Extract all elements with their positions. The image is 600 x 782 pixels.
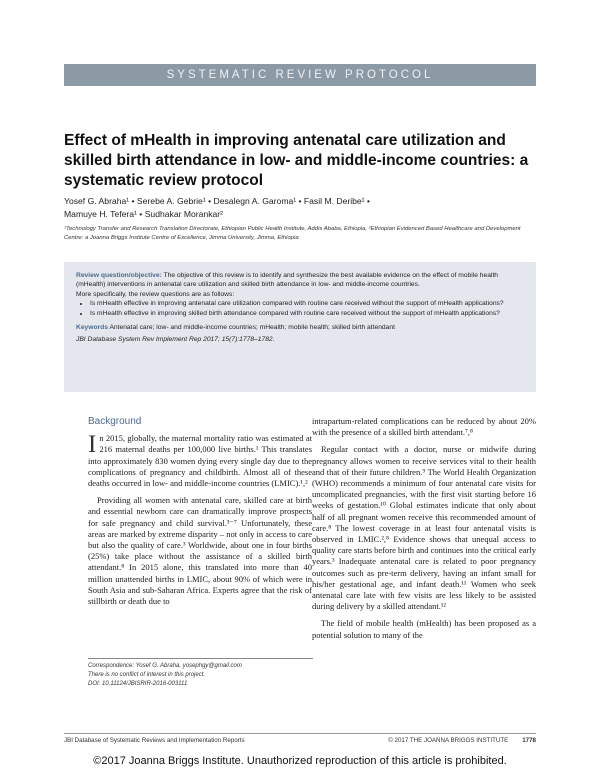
paragraph: intrapartum-related complications can be reduced by about 20% with the presence of a skilled birth attendant.⁷,⁸ xyxy=(312,416,536,438)
article-title: Effect of mHealth in improving antenatal care utilization and skilled birth attendance in low- and middle-income countries: a systematic review protocol xyxy=(64,132,529,189)
keywords xyxy=(76,323,524,332)
list-item: • Is mHealth effective in improving antenatal care utilization compared with routine care received without the support of mHealth applications? xyxy=(90,299,524,308)
abstract-box xyxy=(64,262,536,392)
copyright-notice: ©2017 Joanna Briggs Institute. Unauthorized reproduction of this article is prohibited. xyxy=(93,755,507,767)
author-line-2: Mamuye H. Tefera¹ • Sudhakar Morankar² xyxy=(64,209,224,219)
review-question-label: Review question/objective: xyxy=(76,272,162,279)
author-list xyxy=(64,195,534,221)
review-question-text: The objective of this review is to identify and synthesize the best available evidence on the effect of mobile health (mHealth) interventions in antenatal care utilization and skilled birth attendance in low- and middle-income countries. xyxy=(76,272,499,289)
paragraph: Regular contact with a doctor, nurse or midwife during pregnancy allows women to receive services vital to their health and that of their future children.⁹ The World Health Organization (WHO) recommends a minimum of four antenatal care visits for uncomplicated pregnancies, with the first visit starting before 16 weeks of gestation.¹⁰ Global estimates indicate that only about half of all pregnant women receive this recommended amount of care.⁸ The lowest coverage in at least four antenatal visits is observed in LMIC.²,⁸ Evidence shows that unequal access to quality care starts before birth and continues into the critical early years.³ Inadequate antenatal care is related to poor pregnancy outcomes such as pre-term delivery, having an infant small for his/her gestational age, and infant death.¹¹ Women who seek antenatal care late with few visits are less likely to be assisted during delivery by a skilled attendant.¹² xyxy=(312,444,536,612)
list-item: • Is mHealth effective in improving skilled birth attendance compared with routine care received without the support of mHealth applications? xyxy=(90,309,524,318)
conflict-note: There is no conflict of interest in this project. xyxy=(88,672,206,679)
more-specifically: More specifically, the review questions are as follows: xyxy=(76,290,235,298)
review-question xyxy=(76,271,524,290)
paragraph xyxy=(88,433,312,489)
citation: JBI Database System Rev Implement Rep 2017; 15(7):1778–1782. xyxy=(76,336,275,344)
paragraph: The field of mobile health (mHealth) has been proposed as a potential solution to many of the xyxy=(312,618,536,640)
keywords-label: Keywords xyxy=(76,324,108,332)
section-banner: SYSTEMATIC REVIEW PROTOCOL xyxy=(64,64,536,86)
page-number: 1778 xyxy=(522,737,536,744)
footer-rule xyxy=(64,733,536,734)
drop-cap: I xyxy=(88,431,97,459)
right-column xyxy=(312,416,536,647)
correspondence-note: Correspondence: Yosef G. Abraha, yosephgy@gmail.com xyxy=(88,663,242,669)
paragraph: Providing all women with antenatal care, skilled care at birth and essential newborn care can dramatically improve prospects for safe pregnancy and child survival.³⁻⁷ Unfortunately, these areas are marked by extreme disparity – not only in access to care but also the quality of care.³ Worldwide, about one in four births (25%) take place without the assistance of a skilled birth attendant.⁸ In 2015 alone, this translated into more than 40 million unattended births in LMIC, about 90% of which were in South Asia and sub-Saharan Africa. Experts agree that the risk of stillbirth or death due to xyxy=(88,495,312,607)
paragraph-text: n 2015, globally, the maternal mortality ratio was estimated at 216 maternal deaths per 100,000 live births.¹ This translates into approximately 830 women dying every single day due to the complications of pregnancy and childbirth. Almost all of these deaths occurred in low- and middle-income countries (LMIC).¹,² xyxy=(88,433,312,489)
footnotes xyxy=(88,658,313,690)
footer-journal: JBI Database of Systematic Reviews and Implementation Reports xyxy=(64,737,245,744)
footer-right xyxy=(388,737,536,744)
author-line-1: Yosef G. Abraha¹ • Serebe A. Gebrie¹ • Desalegn A. Garoma¹ • Fasil M. Deribe¹ • xyxy=(64,196,370,206)
left-column xyxy=(88,416,312,613)
affiliations: ¹Technology Transfer and Research Translation Directorate, Ethiopian Public Health Institute, Addis Ababa, Ethiopia, ²Ethiopian Evidenced Based Healthcare and Development Centre: a Joanna Briggs Institute Centre of Excellence, Jimma University, Jimma, Ethiopia xyxy=(64,226,521,241)
background-heading: Background xyxy=(88,416,142,427)
doi-note: DOI: 10.11124/JBISRIR-2016-003111 xyxy=(88,681,188,688)
footer-copyright: © 2017 THE JOANNA BRIGGS INSTITUTE xyxy=(388,737,509,744)
review-question-list xyxy=(76,299,524,318)
keywords-text: Antenatal care; low- and middle-income countries; mHealth; mobile health; skilled birth attendant xyxy=(107,324,395,332)
